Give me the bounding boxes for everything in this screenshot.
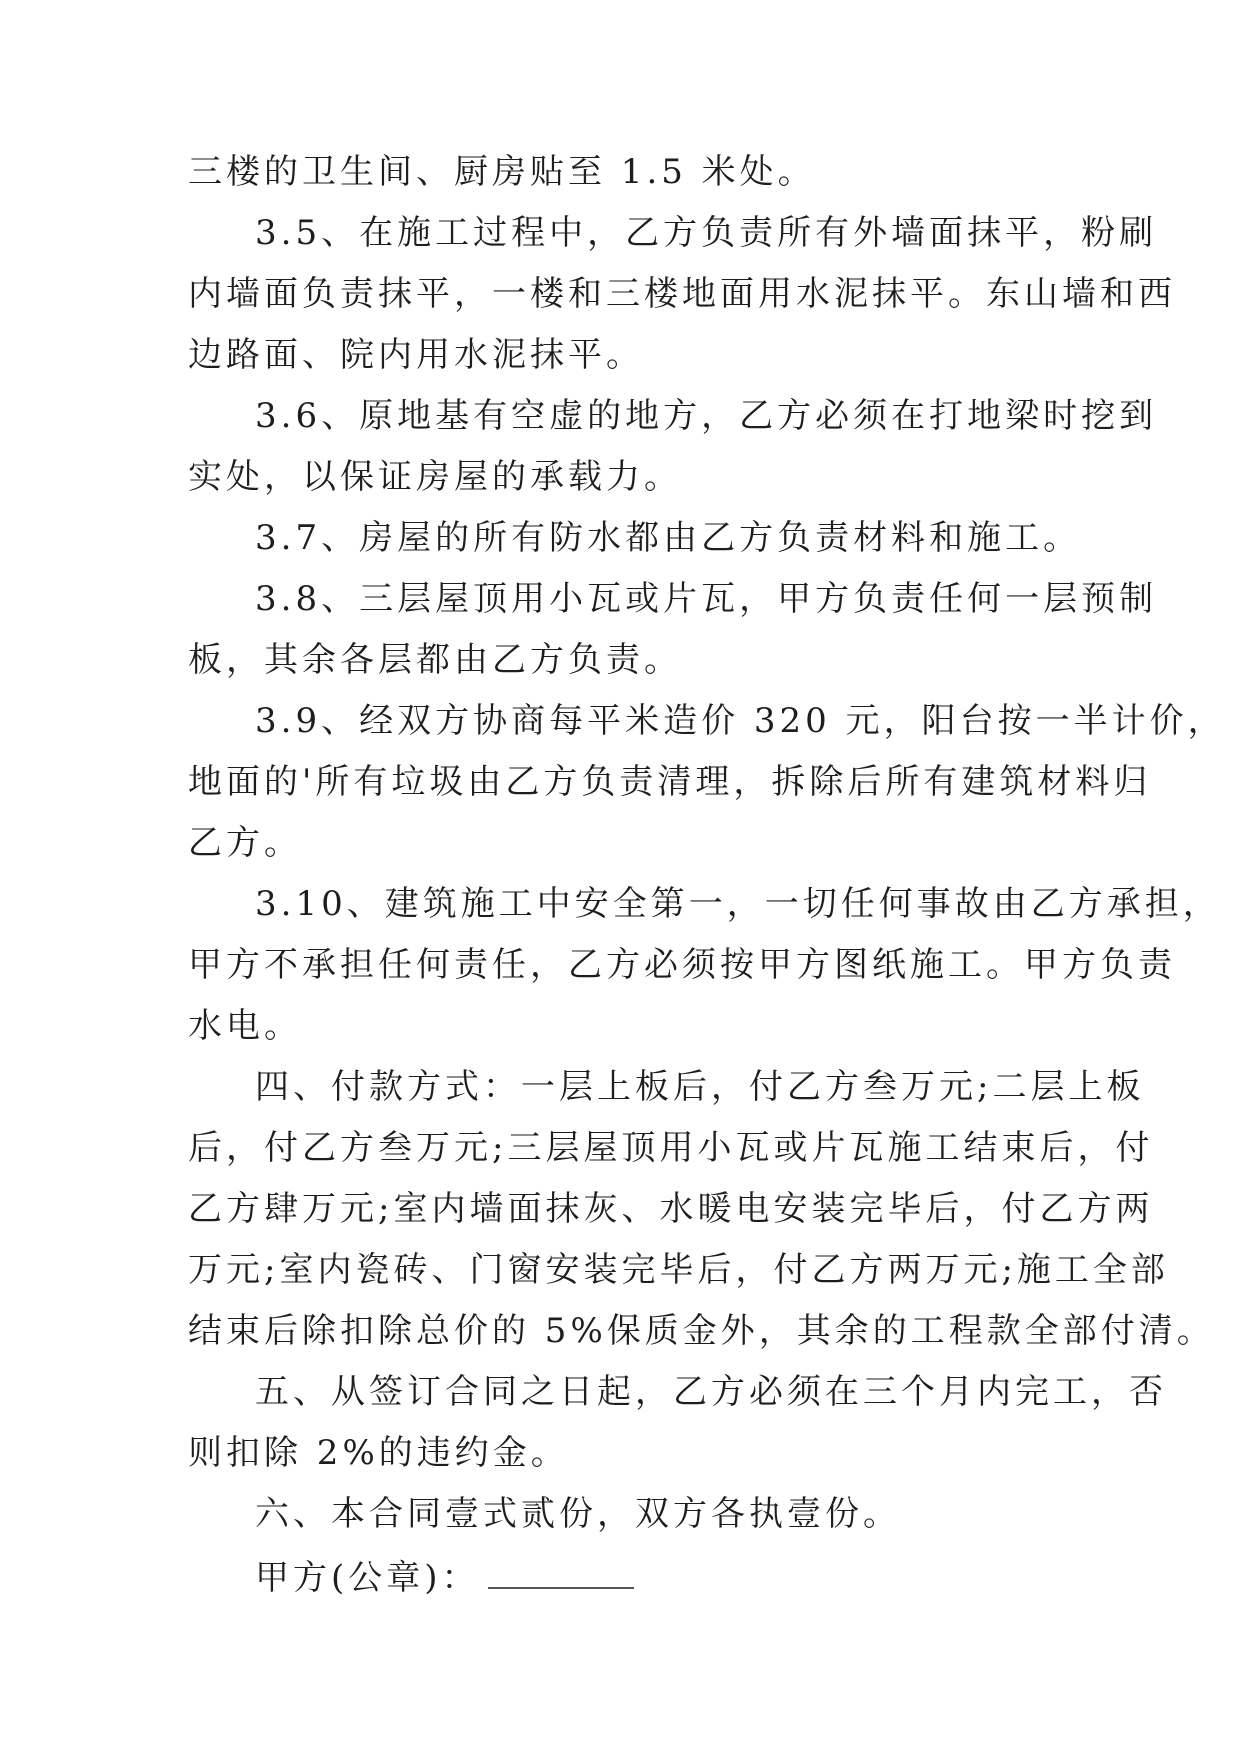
party-a-signature-line xyxy=(188,1557,1058,1618)
text-line: 五、从签订合同之日起，乙方必须在三个月内完工，否 xyxy=(255,1372,1167,1412)
text-line: 后，付乙方叁万元;三层屋顶用小瓦或片瓦施工结束后，付 xyxy=(188,1128,1154,1168)
text-line: 结束后除扣除总价的 5%保质金外，其余的工程款全部付清。 xyxy=(188,1311,1215,1351)
text-line: 边路面、院内用水泥抹平。 xyxy=(188,335,644,375)
text-line: 乙方肆万元;室内墙面抹灰、水暖电安装完毕后，付乙方两 xyxy=(188,1189,1154,1229)
text-line: 3.5、在施工过程中，乙方负责所有外墙面抹平，粉刷 xyxy=(255,213,1158,253)
text-line: 3.7、房屋的所有防水都由乙方负责材料和施工。 xyxy=(255,518,1082,558)
clause-6-copies xyxy=(188,1496,1058,1557)
signature-blank xyxy=(488,1557,634,1589)
text-line: 板，其余各层都由乙方负责。 xyxy=(188,640,682,680)
text-line: 内墙面负责抹平，一楼和三楼地面用水泥抹平。东山墙和西 xyxy=(188,274,1176,314)
clause-3-9 xyxy=(188,701,1226,886)
text-line: 四、付款方式：一层上板后，付乙方叁万元;二层上板 xyxy=(255,1067,1145,1107)
text-line: 水电。 xyxy=(188,1006,302,1046)
text-line: 则扣除 2%的违约金。 xyxy=(188,1433,569,1473)
text-line: 3.6、原地基有空虚的地方，乙方必须在打地梁时挖到 xyxy=(255,396,1158,436)
party-a-seal-label: 甲方(公章)： xyxy=(255,1558,480,1598)
clause-3-8 xyxy=(188,579,1158,703)
clause-3-5 xyxy=(188,213,1176,398)
text-line: 3.10、建筑施工中安全第一，一切任何事故由乙方承担， xyxy=(255,884,1221,924)
text-line: 3.9、经双方协商每平米造价 320 元，阳台按一半计价， xyxy=(255,701,1226,741)
paragraph-continuation xyxy=(188,154,1058,215)
text-line: 六、本合同壹式贰份，双方各执壹份。 xyxy=(255,1494,901,1534)
text-line: 地面的'所有垃圾由乙方负责清理，拆除后所有建筑材料归 xyxy=(188,762,1152,802)
signature-block xyxy=(188,1557,1058,1618)
text-line: 万元;室内瓷砖、门窗安装完毕后，付乙方两万元;施工全部 xyxy=(188,1250,1169,1290)
clause-3-6 xyxy=(188,396,1158,520)
clause-5-deadline xyxy=(188,1372,1167,1496)
document-page xyxy=(188,152,1226,1618)
text-line: 乙方。 xyxy=(188,823,302,863)
text-line: 实处，以保证房屋的承载力。 xyxy=(188,457,682,497)
text-line: 三楼的卫生间、厨房贴至 1.5 米处。 xyxy=(188,152,816,192)
text-line: 3.8、三层屋顶用小瓦或片瓦，甲方负责任何一层预制 xyxy=(255,579,1158,619)
clause-4-payment xyxy=(188,1067,1215,1374)
text-line: 甲方不承担任何责任，乙方必须按甲方图纸施工。甲方负责 xyxy=(188,945,1176,985)
clause-3-10 xyxy=(188,884,1221,1069)
clause-3-7 xyxy=(188,518,1082,581)
